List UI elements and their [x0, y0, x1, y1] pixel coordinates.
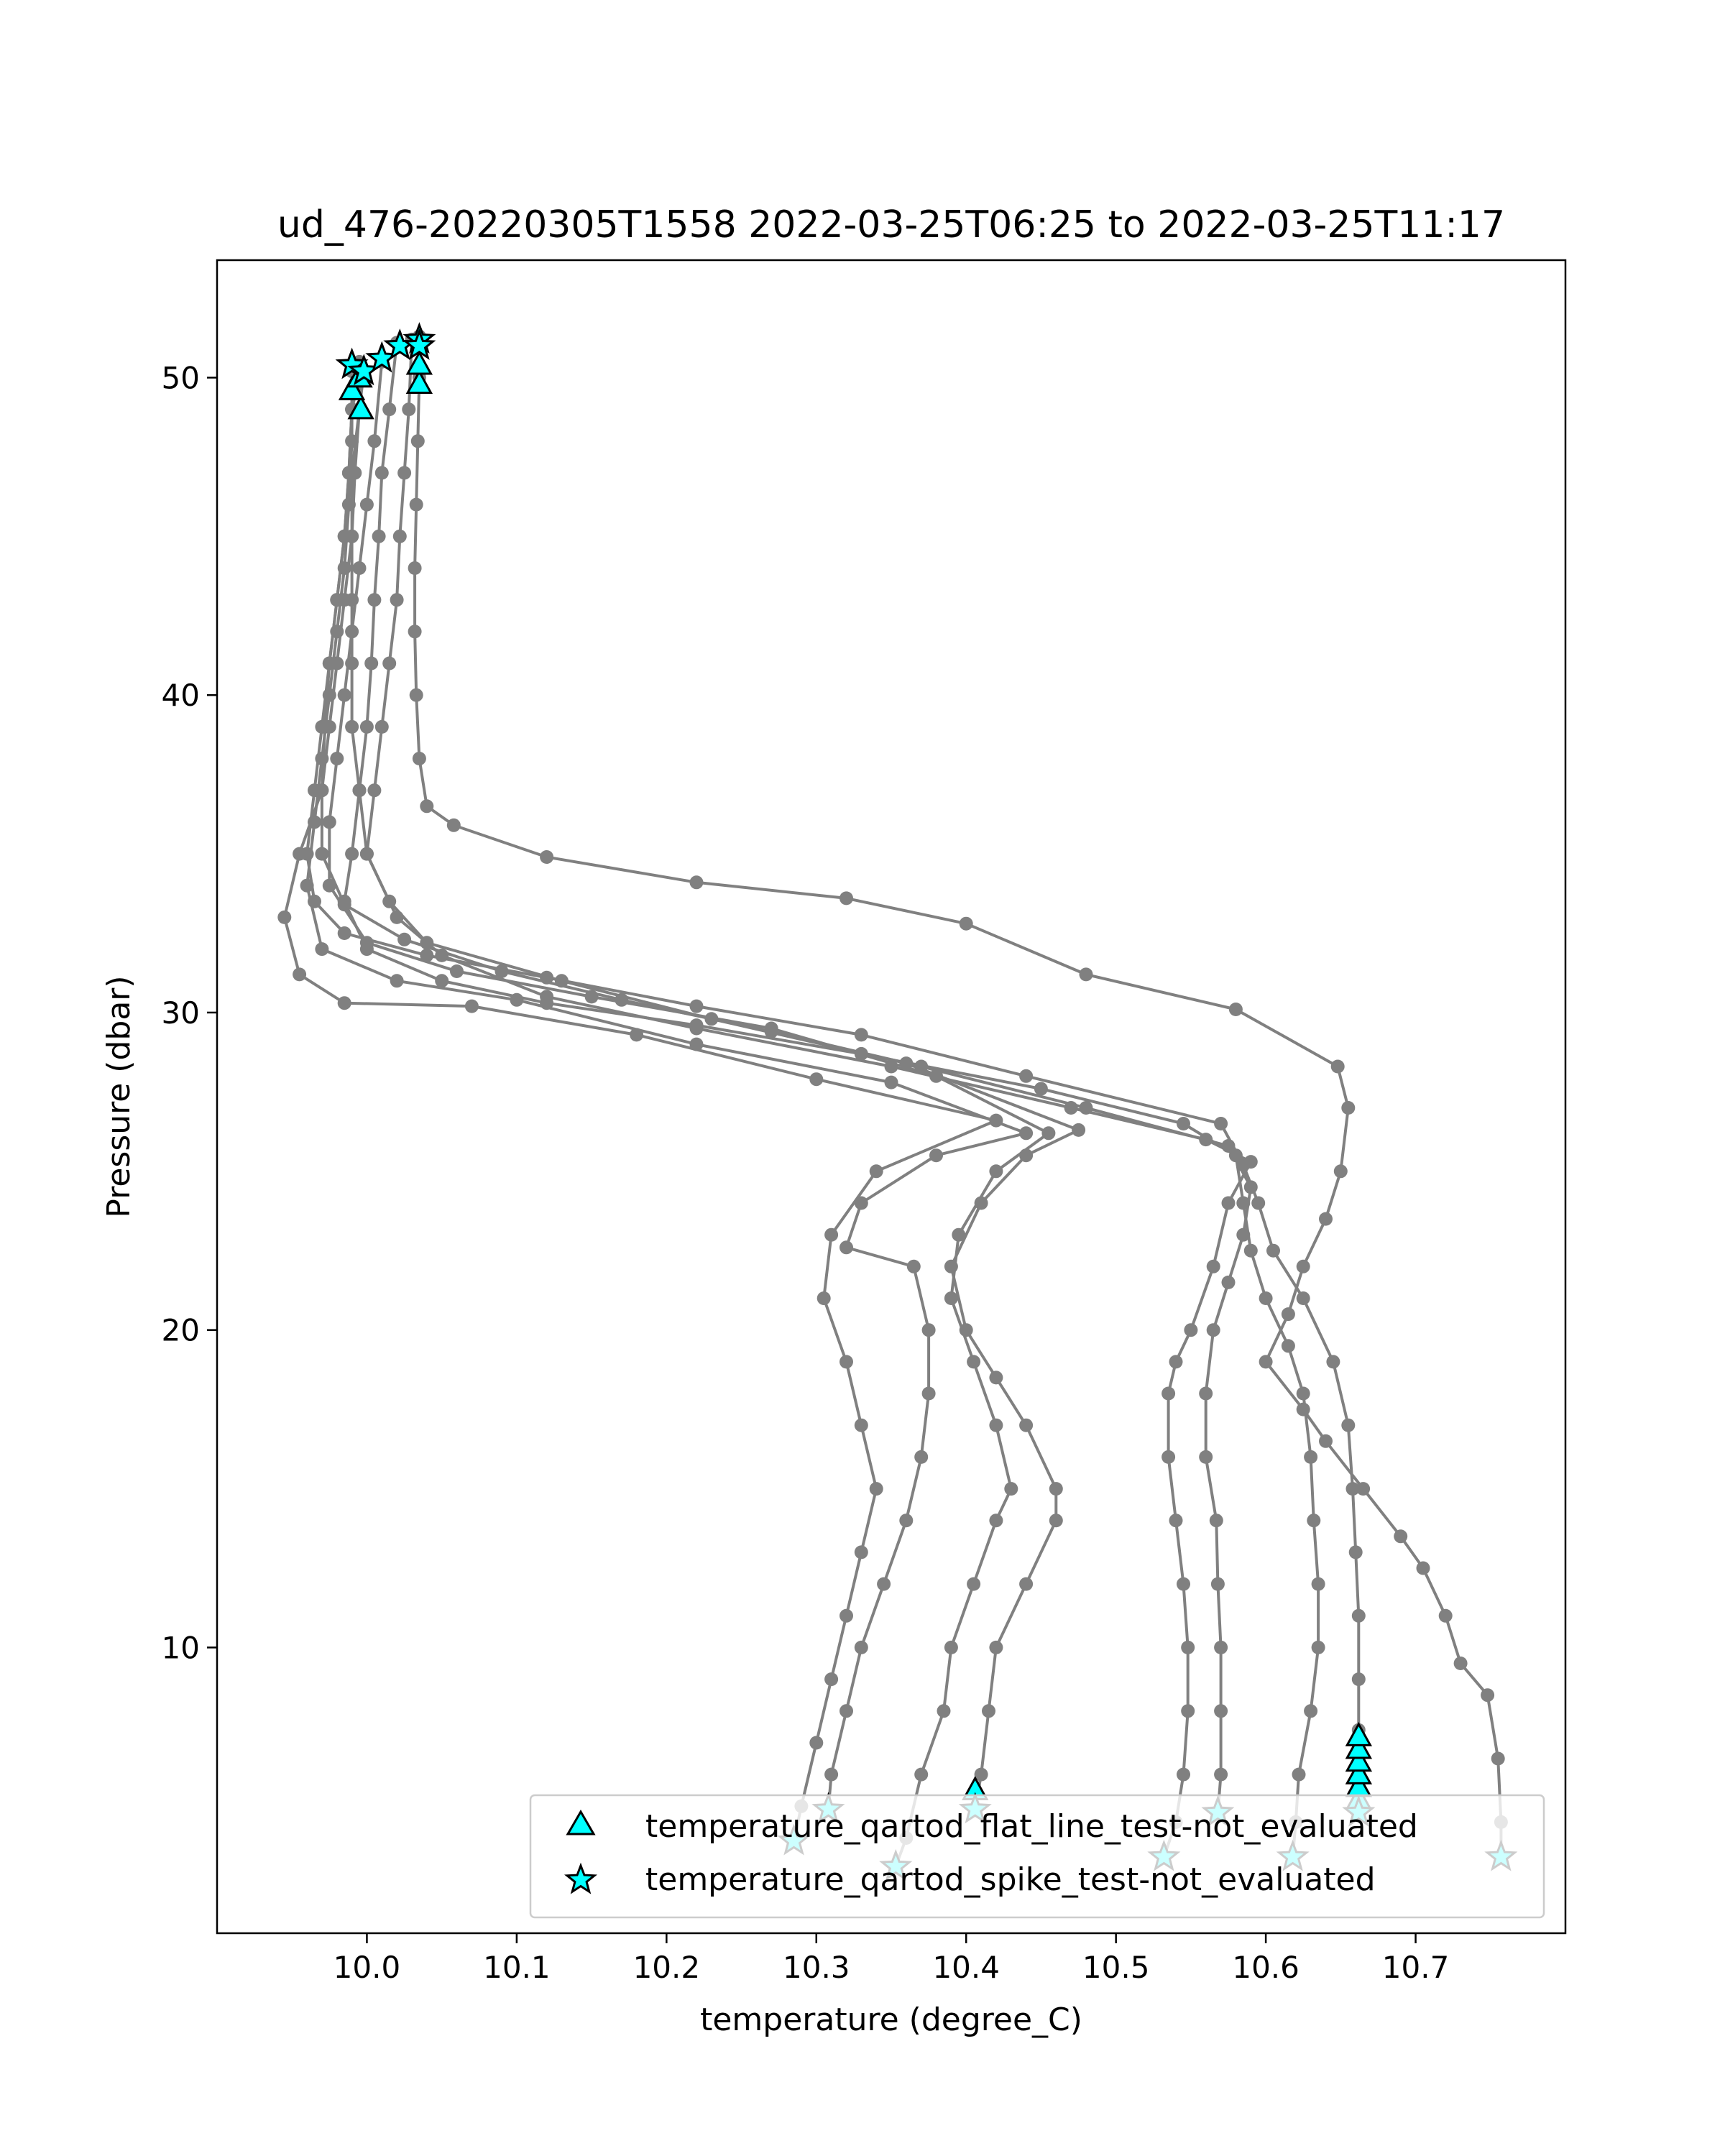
data-point: [1297, 1403, 1310, 1416]
data-point: [360, 847, 374, 861]
x-tick-label: 10.0: [333, 1950, 401, 1985]
data-point: [1080, 967, 1093, 981]
marker-layer: [339, 325, 1515, 1878]
data-point: [1259, 1355, 1273, 1368]
data-point: [1312, 1577, 1325, 1591]
data-point: [937, 1704, 951, 1718]
data-point: [1004, 1482, 1018, 1496]
data-point: [989, 1514, 1003, 1527]
data-point: [413, 752, 426, 765]
data-point: [342, 466, 356, 480]
data-point: [914, 1768, 928, 1782]
data-point: [1297, 1291, 1310, 1305]
data-point: [1307, 1514, 1320, 1527]
data-point: [690, 875, 704, 889]
data-point: [345, 720, 359, 734]
data-point: [1207, 1260, 1220, 1273]
data-point: [870, 1164, 883, 1178]
data-point: [1439, 1609, 1453, 1623]
data-point: [360, 720, 374, 734]
data-point: [315, 847, 328, 861]
data-point: [1352, 1672, 1366, 1686]
data-point: [989, 1641, 1003, 1654]
data-point: [375, 720, 389, 734]
data-point: [1491, 1752, 1505, 1766]
data-point: [1169, 1355, 1183, 1368]
y-tick-label: 10: [161, 1630, 200, 1666]
data-point: [824, 1228, 838, 1242]
data-point: [922, 1387, 936, 1401]
data-point: [1019, 1148, 1033, 1162]
data-point: [840, 1704, 853, 1718]
profile-line: [344, 343, 1318, 1857]
profile-line: [322, 377, 1251, 1812]
data-point: [1034, 1082, 1048, 1096]
data-point: [308, 895, 321, 908]
data-point: [1229, 1003, 1243, 1016]
data-point: [1210, 1514, 1223, 1527]
data-point: [1297, 1260, 1310, 1273]
data-point: [465, 1000, 479, 1013]
data-point: [435, 974, 448, 987]
data-point: [447, 819, 461, 832]
data-point: [1326, 1355, 1340, 1368]
data-point: [338, 996, 351, 1010]
legend-label-spike: temperature_qartod_spike_test-not_evaluated: [645, 1861, 1376, 1898]
legend: [530, 1795, 1544, 1917]
x-tick-label: 10.7: [1381, 1950, 1450, 1985]
data-point: [870, 1482, 883, 1496]
profile-series-8: [300, 364, 1366, 1820]
data-point: [330, 752, 344, 765]
data-point: [1304, 1450, 1317, 1464]
data-point: [323, 657, 336, 671]
data-point: [840, 891, 853, 905]
data-point: [690, 1018, 704, 1032]
profile-series-4: [360, 333, 1085, 1816]
data-point: [855, 1641, 868, 1654]
profile-line: [285, 372, 996, 1841]
data-point: [944, 1641, 958, 1654]
profile-series-9: [408, 330, 1508, 1864]
data-point: [967, 1355, 980, 1368]
data-point: [390, 911, 404, 924]
data-point: [690, 1038, 704, 1051]
data-point: [885, 1076, 898, 1089]
data-point: [1214, 1641, 1228, 1654]
data-point: [353, 561, 367, 575]
data-point: [364, 657, 378, 671]
data-point: [338, 895, 351, 908]
data-point: [1019, 1126, 1033, 1140]
data-point: [450, 964, 464, 978]
data-point: [1169, 1514, 1183, 1527]
data-point: [1181, 1641, 1195, 1654]
data-point: [1162, 1450, 1175, 1464]
data-point: [367, 783, 381, 797]
data-point: [855, 1028, 868, 1041]
data-point: [323, 815, 336, 829]
data-point: [382, 402, 396, 416]
profile-series-7: [338, 336, 1325, 1864]
data-point: [989, 1419, 1003, 1432]
y-axis-label: Pressure (dbar): [101, 975, 137, 1218]
data-point: [1352, 1609, 1366, 1623]
y-tick-label: 50: [161, 360, 200, 396]
data-point: [345, 593, 359, 607]
legend-label-flat-line: temperature_qartod_flat_line_test-not_evaluated: [645, 1808, 1418, 1845]
data-point: [824, 1768, 838, 1782]
data-point: [1394, 1529, 1407, 1543]
data-point: [615, 993, 628, 1007]
data-point: [345, 847, 359, 861]
profile-line: [329, 361, 1049, 1866]
y-tick-label: 40: [161, 678, 200, 714]
data-point: [338, 688, 351, 702]
data-point: [840, 1240, 853, 1254]
data-point: [300, 847, 314, 861]
data-point: [420, 949, 433, 962]
data-point: [929, 1148, 943, 1162]
data-point: [1177, 1768, 1190, 1782]
data-point: [540, 996, 553, 1010]
data-point: [1222, 1197, 1236, 1210]
data-point: [855, 1545, 868, 1559]
x-axis-ticks: [334, 1933, 1450, 1985]
data-point: [1331, 1060, 1345, 1074]
data-point: [1341, 1419, 1355, 1432]
profile-series-1: [277, 364, 1003, 1848]
data-point: [1177, 1577, 1190, 1591]
data-point: [1282, 1339, 1295, 1353]
data-point: [402, 402, 415, 416]
data-point: [1199, 1450, 1213, 1464]
data-point: [382, 657, 396, 671]
data-point: [1266, 1244, 1280, 1258]
data-point: [914, 1450, 928, 1464]
data-point: [840, 1355, 853, 1368]
data-point: [1072, 1123, 1085, 1137]
profile-line: [352, 361, 1251, 1857]
data-point: [1222, 1276, 1236, 1289]
data-point: [330, 593, 344, 607]
data-point: [899, 1514, 913, 1527]
data-point: [1454, 1657, 1468, 1670]
data-point: [277, 911, 291, 924]
data-point: [308, 783, 321, 797]
data-point: [315, 942, 328, 956]
data-point: [1349, 1545, 1363, 1559]
data-point: [393, 530, 407, 543]
data-point: [1214, 1768, 1228, 1782]
data-point: [338, 926, 351, 940]
data-point: [877, 1577, 891, 1591]
data-point: [360, 498, 374, 512]
data-point: [809, 1072, 823, 1086]
data-point: [944, 1291, 958, 1305]
data-point: [1211, 1577, 1225, 1591]
data-point: [1236, 1158, 1250, 1172]
data-point: [907, 1260, 921, 1273]
data-point: [345, 657, 359, 671]
data-point: [1214, 1704, 1228, 1718]
data-point: [420, 799, 433, 813]
data-point: [960, 1323, 973, 1337]
data-point: [855, 1419, 868, 1432]
series-layer: [277, 330, 1508, 1874]
data-point: [1207, 1323, 1220, 1337]
data-point: [410, 688, 423, 702]
data-point: [967, 1577, 980, 1591]
profile-series-6: [315, 371, 1257, 1820]
data-point: [824, 1672, 838, 1686]
data-point: [1244, 1244, 1258, 1258]
profile-series-3: [323, 355, 1056, 1874]
data-point: [1251, 1197, 1265, 1210]
y-axis-ticks: [162, 360, 217, 1665]
x-tick-label: 10.5: [1082, 1950, 1150, 1985]
x-tick-label: 10.6: [1232, 1950, 1300, 1985]
data-point: [1199, 1387, 1213, 1401]
data-point: [1259, 1291, 1273, 1305]
data-point: [1304, 1704, 1317, 1718]
data-point: [809, 1736, 823, 1750]
data-point: [1177, 1117, 1190, 1130]
data-point: [1184, 1323, 1197, 1337]
x-tick-label: 10.3: [783, 1950, 850, 1985]
data-point: [353, 783, 367, 797]
data-point: [1019, 1577, 1033, 1591]
data-point: [982, 1704, 995, 1718]
data-point: [1236, 1197, 1250, 1210]
data-point: [1334, 1164, 1348, 1178]
data-point: [1312, 1641, 1325, 1654]
data-point: [293, 967, 306, 981]
data-point: [408, 561, 422, 575]
x-tick-label: 10.1: [483, 1950, 551, 1985]
data-point: [1282, 1307, 1295, 1321]
data-point: [922, 1323, 936, 1337]
data-point: [975, 1197, 988, 1210]
data-point: [1041, 1126, 1055, 1140]
data-point: [690, 1000, 704, 1013]
data-point: [408, 625, 422, 638]
flat-line-marker: [1347, 1724, 1370, 1745]
data-point: [1292, 1768, 1306, 1782]
chart-title: ud_476-20220305T1558 2022-03-25T06:25 to 2022-03-25T11:17: [277, 203, 1506, 247]
data-point: [840, 1609, 853, 1623]
data-point: [944, 1260, 958, 1273]
data-point: [1417, 1562, 1430, 1575]
data-point: [1214, 1117, 1228, 1130]
y-tick-label: 30: [161, 995, 200, 1031]
data-point: [338, 530, 351, 543]
data-point: [1181, 1704, 1195, 1718]
data-point: [855, 1197, 868, 1210]
data-point: [1080, 1101, 1093, 1115]
data-point: [360, 942, 374, 956]
data-point: [1356, 1482, 1370, 1496]
profile-series-2: [300, 358, 1034, 1816]
data-point: [397, 933, 411, 946]
data-point: [1019, 1419, 1033, 1432]
data-point: [375, 466, 389, 480]
data-point: [367, 593, 381, 607]
data-point: [540, 850, 553, 864]
data-point: [1481, 1688, 1494, 1702]
data-point: [372, 530, 386, 543]
data-point: [1341, 1101, 1355, 1115]
y-tick-label: 20: [161, 1312, 200, 1348]
x-tick-label: 10.4: [932, 1950, 1000, 1985]
data-point: [367, 434, 381, 448]
data-point: [989, 1370, 1003, 1384]
data-point: [411, 434, 425, 448]
data-point: [960, 917, 973, 931]
data-point: [1319, 1434, 1333, 1448]
data-point: [989, 1164, 1003, 1178]
data-point: [1162, 1387, 1175, 1401]
data-point: [390, 593, 404, 607]
data-point: [397, 466, 411, 480]
data-point: [540, 971, 553, 985]
data-point: [1049, 1482, 1063, 1496]
data-point: [1297, 1387, 1310, 1401]
data-point: [410, 498, 423, 512]
data-point: [855, 1047, 868, 1061]
x-axis-label: temperature (degree_C): [700, 2001, 1082, 2038]
data-point: [1019, 1069, 1033, 1083]
data-point: [1319, 1212, 1333, 1226]
data-point: [315, 720, 328, 734]
x-tick-label: 10.2: [632, 1950, 701, 1985]
data-point: [390, 974, 404, 987]
data-point: [1049, 1514, 1063, 1527]
data-point: [817, 1291, 831, 1305]
profile-line: [307, 372, 1358, 1813]
